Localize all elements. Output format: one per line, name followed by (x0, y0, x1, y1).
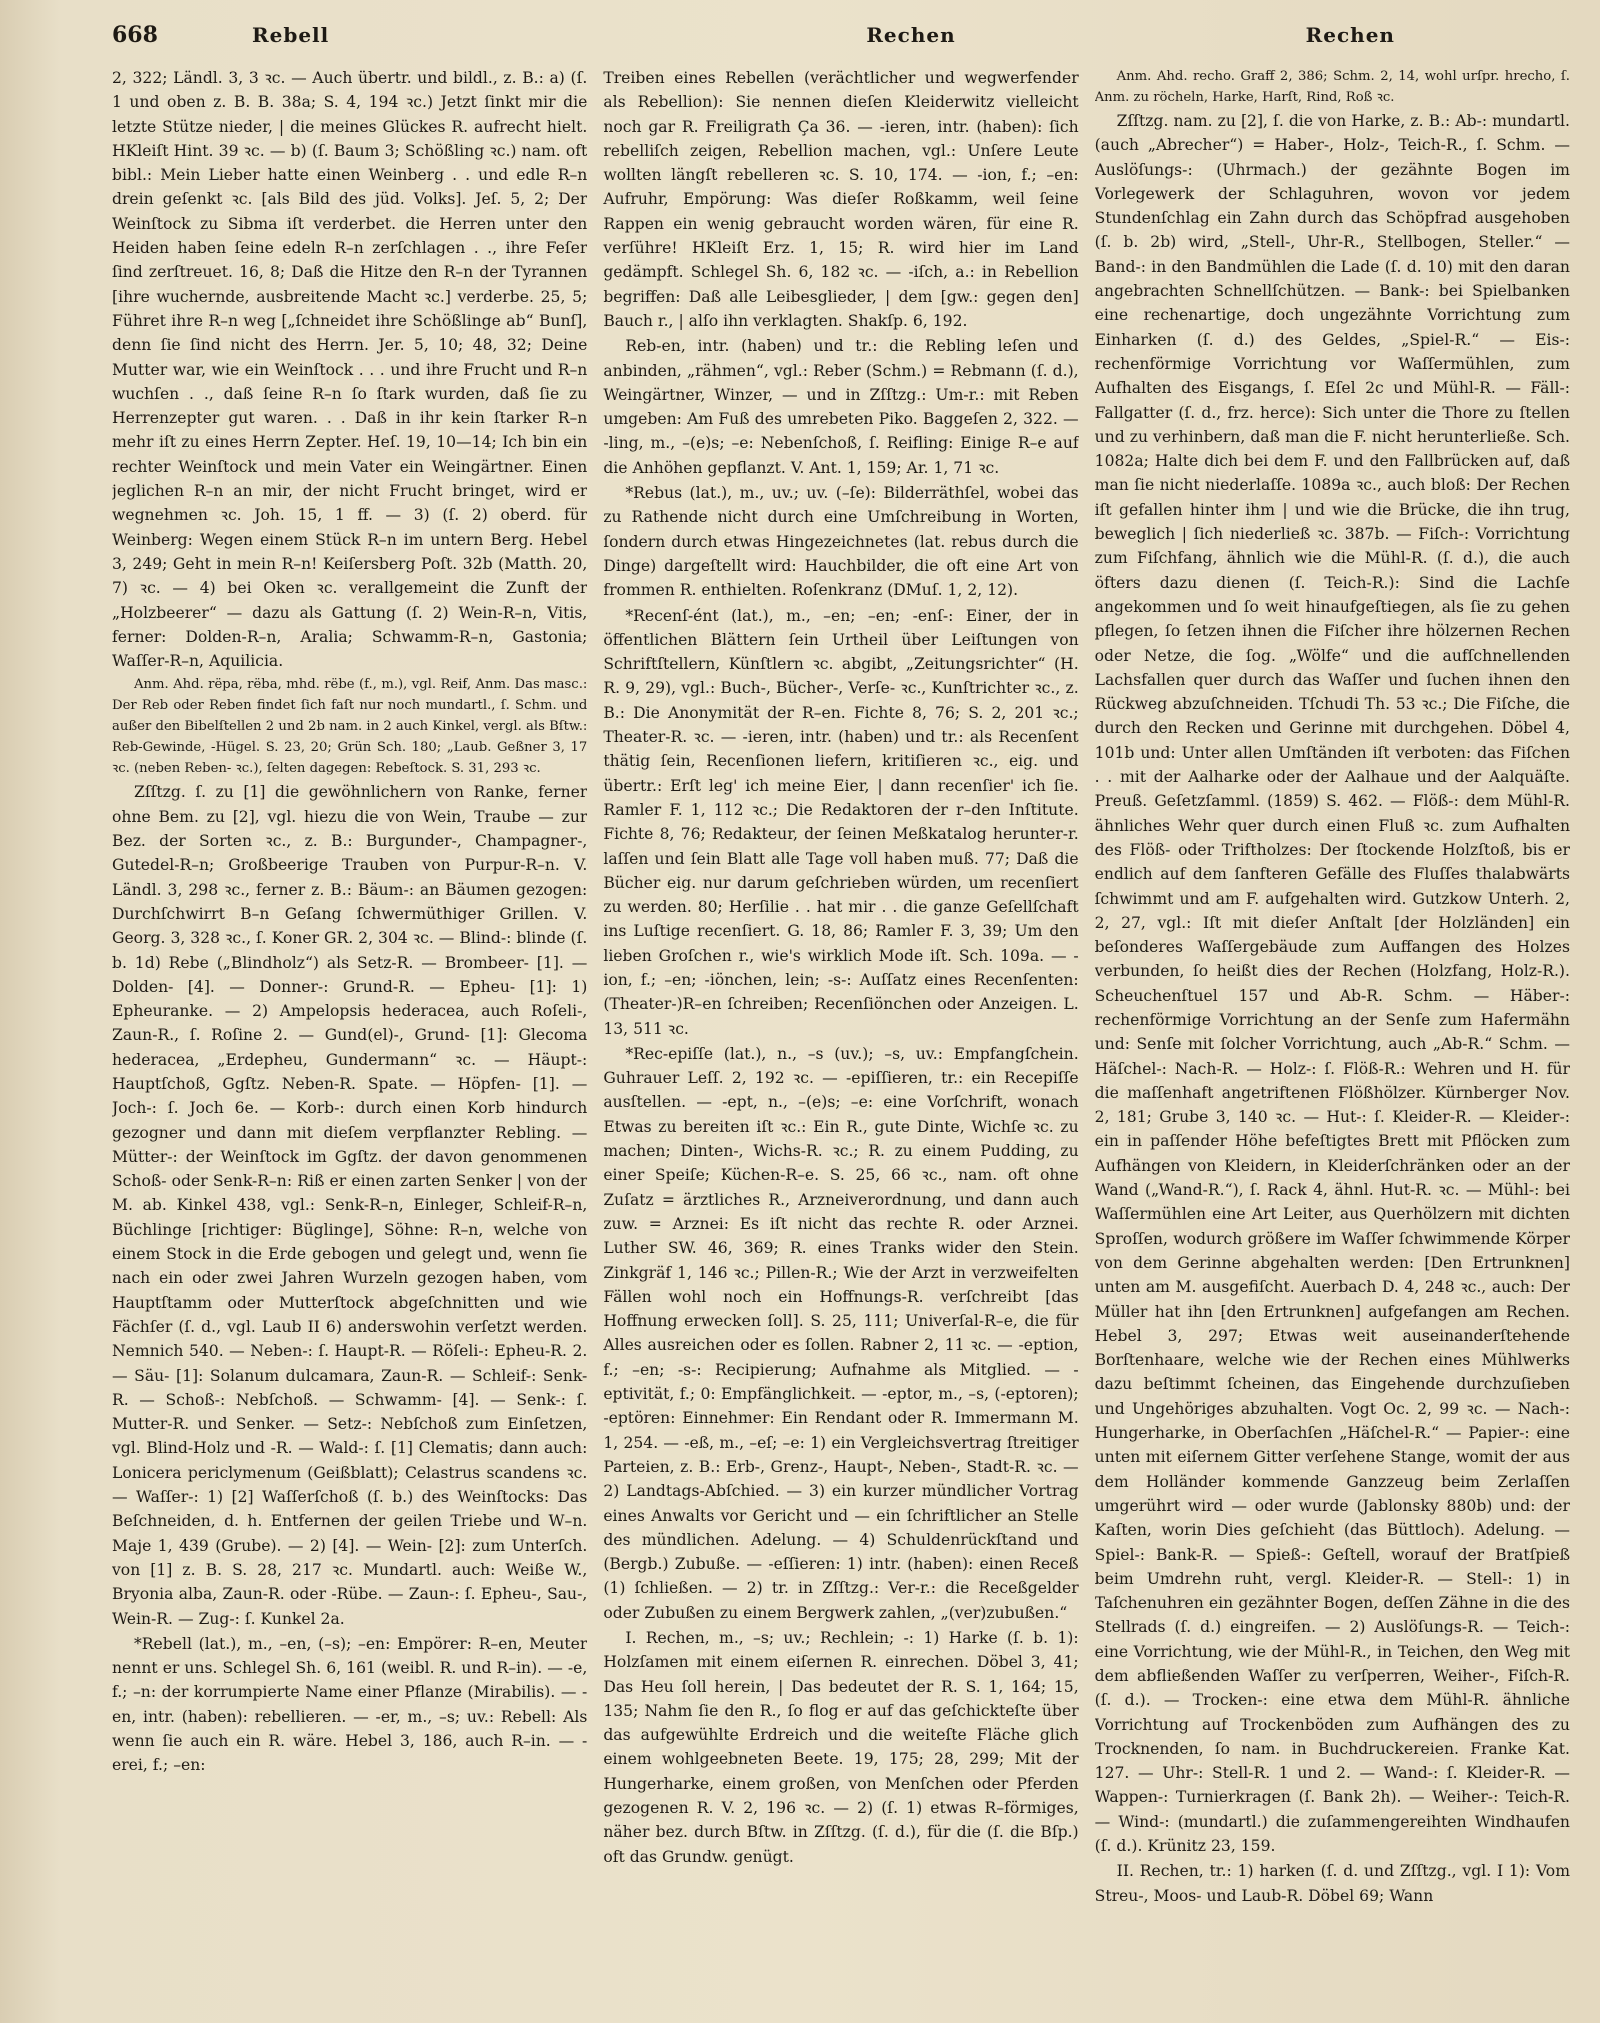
page-number: 668 (112, 22, 158, 48)
annotation-paragraph: Anm. Ahd. rëpa, rëba, mhd. rëbe (f., m.), vgl. Reif, Anm. Das masc.: Der Reb oder Reben findet ſich faſt nur noch mundartl., ſ. Schm. und außer den Bibelſtellen 2 und 2b nam. in 2 auch Kinkel, vergl. als Bſtw.: Reb-Gewinde, -Hügel. S. 23, 20; Grün Sch. 180; „Laub. Geßner 3, 17 ꝛc. (neben Reben- ꝛc.), ſelten dagegen: Rebeſtock. S. 31, 293 ꝛc. (112, 677, 588, 777)
head-word-left: Rebell (252, 23, 330, 47)
column-middle (603, 66, 1078, 1996)
entry-paragraph: Zſſtzg. nam. zu [2], ſ. die von Harke, z. B.: Ab-: mundartl. (auch „Abrecher“) = Haber-, Holz-, Teich-R., ſ. Schm. — Auslöſungs-: (Uhrmach.) der gezähnte Bogen im Vorlegewerk der Schlaguhren, wovon vor jedem Stundenſchlag ein Zahn durch das Schöpfrad ausgehoben (ſ. b. 2b) wird, „Stell-, Uhr-R., Stellbogen, Steller.“ — Band-: in den Bandmühlen die Lade (ſ. d. 10) mit den daran angebrachten Schnellſchützen. — Bank-: bei Spielbanken eine rechenartige, doch ungezähnte Vorrichtung zum Einharken (ſ. d.) des Geldes, „Spiel-R.“ — Eis-: rechenförmige Vorrichtung vor Waſſermühlen, zum Aufhalten des Eisgangs, ſ. Eſel 2c und Mühl-R. — Fäll-: Fallgatter (ſ. d., frz. herce): Sich unter die Thore zu ſtellen und zu verhinbern, daß man die F. nicht herunterließe. Sch. 1082a; Halte dich bei dem F. und den Fallbrücken auf, daß man ſie nicht niederlaſſe. 1089a ꝛc., auch bloß: Der Rechen iſt gefallen hinter ihm | und wie die Brücke, die ihn trug, beweglich | ſich niederließ ꝛc. 387b. — Fiſch-: Vorrichtung zum Fiſchfang, ähnlich wie die Mühl-R. (ſ. d.), die auch öfters dazu dienen (ſ. Teich-R.): Sind die Lachſe angekommen und ſo weit hinaufgeſtiegen, als ſie zu gehen pflegen, ſo ſetzen ihnen die Fiſcher ihre hölzernen Rechen oder Netze, die ſog. „Wölfe“ und die aufſchnellenden Lachsfallen quer durch das Waſſer und ſuchen ihnen den Rückweg abzuſchneiden. Tſchudi Th. 53 ꝛc.; Die Fiſche, die durch den Recken und Gerinne mit durchgehen. Döbel 4, 101b und: Unter allen Umſtänden iſt verboten: das Fiſchen . . mit der Aalharke oder der Aalhaue und der Aalquäſte. Preuß. Geſetzſamml. (1859) S. 462. — Flöß-: dem Mühl-R. ähnliches Wehr quer durch einen Fluß ꝛc. zum Aufhalten des Flöß- oder Triftholzes: Der ſtockende Holzſtoß, bis er endlich auf dem ſanfteren Gefälle des Fluſſes thalabwärts ſchwimmt und am F. aufgehalten wird. Gutzkow Unterh. 2, 2, 27, vgl.: Iſt mit dieſer Anſtalt [der Holzländen] ein beſonderes Waſſergebäude zum Auffangen des Holzes verbunden, ſo heißt dies der Rechen (Holzfang, Holz-R.). Scheuchenſtuel 157 und Ab-R. Schm. — Häber-: rechenförmige Vorrichtung an der Senſe zum Hafermähn und: Senſe mit ſolcher Vorrichtung, auch „Ab-R.“ Schm. — Häſchel-: Nach-R. — Holz-: ſ. Flöß-R.: Wehren und H. für die maſſenhaft angetriftenen Flößhölzer. Kürnberger Nov. 2, 181; Grube 3, 140 ꝛc. — Hut-: ſ. Kleider-R. — Kleider-: ein in paſſender Höhe befeſtigtes Brett mit Pflöcken zum Aufhängen von Kleidern, in Kleiderſchränken oder an der Wand („Wand-R.“), ſ. Rack 4, ähnl. Hut-R. ꝛc. — Mühl-: bei Waſſermühlen eine Art Leiter, aus Querhölzern mit dichten Sproſſen, wodurch größere im Waſſer ſchwimmende Körper von dem Gerinne abgehalten werden: [Den Ertrunknen] unten am M. ausgefiſcht. Auerbach D. 4, 248 ꝛc., auch: Der Müller hat ihn [den Ertrunknen] aufgefangen am Rechen. Hebel 3, 297; Etwas weit auseinanderſtehende Borſtenhaare, welche wie der Rechen eines Mühlwerks dazu beſtimmt ſcheinen, das Eingehende durchzuſieben und Ungehöriges abzuhalten. Vogt Oc. 2, 99 ꝛc. — Nach-: Hungerharke, in Oberſachſen „Häſchel-R.“ — Papier-: eine unten mit eiſernem Gitter verſehene Stange, womit der aus dem Holländer kommende Ganzzeug beim Zerlaſſen umgerührt wird — oder wurde (Jablonsky 880b) und: der Kaſten, worin Dies geſchieht (das Büttloch). Adelung. — Spiel-: Bank-R. — Spieß-: Geſtell, worauf der Bratſpieß beim Umdrehn ruht, vergl. Kleider-R. — Stell-: 1) in Taſchenuhren ein gezähnter Bogen, deſſen Zähne in die des Stellrads (ſ. d.) eingreifen. — 2) Auslöſungs-R. — Teich-: eine Vorrichtung, wie der Mühl-R., in Teichen, den Weg mit dem abfließenden Waſſer zu verſperren, Weiher-, Fiſch-R. (ſ. d.). — Trocken-: eine etwa dem Mühl-R. ähnliche Vorrichtung auf Trockenböden zum Aufhängen des zu Trocknenden, ſo nam. in Buchdruckereien. Franke Kat. 127. — Uhr-: Stell-R. 1 und 2. — Wand-: ſ. Kleider-R. — Wappen-: Turnierkragen (ſ. Bank 2h). — Weiher-: Teich-R. — Wind-: (mundartl.) die zuſammengereihten Windhaufen (ſ. d.). Krünitz 23, 159. (1094, 112, 1570, 1856)
entry-paragraph: Zſſtzg. ſ. zu [1] die gewöhnlichern von Ranke, ferner ohne Bem. zu [2], vgl. hiezu die von Wein, Traube — zur Bez. der Sorten ꝛc., z. B.: Burgunder-, Champagner-, Gutedel-R–n; Großbeerige Trauben von Purpur-R–n. V. Ländl. 3, 298 ꝛc., ferner z. B.: Bäum-: an Bäumen gezogen: Durchſchwirrt B–n Geſang ſchwermüthiger Grillen. V. Georg. 3, 328 ꝛc., ſ. Koner GR. 2, 304 ꝛc. — Blind-: blinde (ſ. b. 1d) Rebe („Blindholz“) als Setz-R. — Brombeer- [1]. — Dolden- [4]. — Donner-: Grund-R. — Epheu- [1]: 1) Epheuranke. — 2) Ampelopsis hederacea, auch Roſeli-, Zaun-R., ſ. Roſine 2. — Gund(el)-, Grund- [1]: Glecoma hederacea, „Erdepheu, Gundermann“ ꝛc. — Häupt-: Hauptſchoß, Ggſtz. Neben-R. Spate. — Höpfen- [1]. — Joch-: ſ. Joch 6e. — Korb-: durch einen Korb hindurch gezogner und dann mit dieſem verpflanzter Rebling. — Mütter-: der Weinſtock im Ggſtz. der davon genommenen Schoß- oder Senk-R–n: Riß er einen zarten Senker | von der M. ab. Kinkel 438, vgl.: Senk-R–n, Einleger, Schleif-R–n, Büchlinge [richtiger: Büglinge], Söhne: R–n, welche von einem Stock in die Erde gebogen und gelegt und, wenn ſie nach ein oder zwei Jahren Wurzeln gezogen haben, vom Hauptſtamm oder Mutterſtock abgeſchnitten und wie Fächſer (ſ. d., vgl. Laub II 6) anderswohin verſetzt werden. Nemnich 540. — Neben-: ſ. Haupt-R. — Röſeli-: Epheu-R. 2. — Säu- [1]: Solanum dulcamara, Zaun-R. — Schleif-: Senk-R. — Schoß-: Nebſchoß. — Schwamm- [4]. — Senk-: ſ. Mutter-R. und Senker. — Setz-: Nebſchoß zum Einſetzen, vgl. Blind-Holz und -R. — Wald-: ſ. [1] Clematis; dann auch: Lonicera periclymenum (Geißblatt); Celastrus scandens ꝛc. — Waſſer-: 1) [2] Waſſerſchoß (ſ. b.) des Weinſtocks: Das Beſchneiden, d. h. Entfernen der geilen Triebe und W–n. Maje 1, 439 (Grube). — 2) [4]. — Wein- [2]: zum Unterſch. von [1] z. B. S. 28, 217 ꝛc. Mundartl. auch: Weiße W., Bryonia alba, Zaun-R. oder -Rübe. — Zaun-: ſ. Epheu-, Sau-, Wein-R. — Zug-: ſ. Kunkel 2a. (112, 783, 588, 1628)
head-word-right: Rechen (1305, 23, 1395, 47)
text-paragraph: Treiben eines Rebellen (verächtlicher und wegwerfender als Rebellion): Sie nennen dieſen Kleiderwitz vielleicht noch gar R. Freiligrath Ça 36. — -ieren, intr. (haben): ſich rebelliſch zeigen, Rebellion machen, vgl.: Unſere Leute wollten längſt rebelleren ꝛc. S. 10, 174. — -ion, f.; –en: Aufruhr, Empörung: Was dieſer Roßkamm, weil ſeine Rappen ein wenig gebraucht worden wären, für eine R. verſühre! HKleiſt Erz. 1, 15; R. wird hier im Land gedämpft. Schlegel Sh. 6, 182 ꝛc. — -iſch, a.: in Rebellion begriffen: Daß alle Leibesglieder, | dem [gw.: gegen den] Bauch r., | alſo ihn verklagten. Shakſp. 6, 192. (603, 69, 1079, 330)
entry-paragraph: *Rec-epiſſe (lat.), n., –s (uv.); –s, uv.: Empfangſchein. Guhrauer Leſſ. 2, 192 ꝛc. — -epiſſieren, tr.: ein Recepiſſe ausſtellen. — -ept, n., –(e)s; –e: eine Vorſchrift, wonach Etwas zu bereiten iſt ꝛc.: Ein R., gute Dinte, Wichſe ꝛc. zu machen; Dinten-, Wichs-R. ꝛc.; R. zu einem Pudding, zu einer Speiſe; Küchen-R–e. S. 25, 66 ꝛc., nam. oft ohne Zuſatz = ärztliches R., Arzneiverordnung, und dann auch zuw. = Arznei: Es iſt nicht das rechte R. oder Arznei. Luther SW. 46, 369; R. eines Tranks wider den Stein. Zinkgräf 1, 146 ꝛc.; Pillen-R.; Wie der Arzt in verzweifelten Fällen wohl noch ein Hoffnungs-R. verſchreibt [das Hoffnung erwecken ſoll]. S. 25, 111; Univerſal-R–e, die für Alles ausreichen oder es ſollen. Rabner 2, 11 ꝛc. — -eption, f.; –en; -s-: Recipierung; Aufnahme als Mitglied. — -eptivität, f.; 0: Empfänglichkeit. — -eptor, m., –s, (-eptoren); -eptören: Einnehmer: Ein Rendant oder R. Immermann M. 1, 254. — -eß, m., –eſ; –e: 1) ein Vergleichsvertrag ſtreitiger Parteien, z. B.: Erb-, Grenz-, Haupt-, Neben-, Stadt-R. ꝛc. — 2) Landtags-Abſchied. — 3) ein kurzer mündlicher Vortrag eines Anwalts vor Gericht und — ein ſchriftlicher an Stelle des mündlichen. Adelung. — 4) Schuldenrückſtand und (Bergb.) Zubuße. — -eſſieren: 1) intr. (haben): einen Receß (1) ſchließen. — 2) tr. in Zſſtzg.: Ver-r.: die Receßgelder oder Zubußen zu einem Bergwerk zahlen, „(ver)zubußen.“ (603, 1044, 1079, 1622)
text-paragraph: 2, 322; Ländl. 3, 3 ꝛc. — Auch übertr. und bildl., z. B.: a) (ſ. 1 und oben z. B. B. 38a; S. 4, 194 ꝛc.) Jetzt ſinkt mir die letzte Stütze nieder, | die meines Glückes R. aufrecht hielt. HKleiſt Hint. 39 ꝛc. — b) (ſ. Baum 3; Schößling ꝛc.) nam. oft bibl.: Mein Lieber hatte einen Weinberg . . und edle R–n drein geſenkt ꝛc. [als Bild des jüd. Volks]. Jeſ. 5, 2; Der Weinſtock zu Sibma iſt verderbet. die Herren unter den Heiden haben ſeine edeln R–n zerſchlagen . ., ihre Feſer ſind zerſtreuet. 16, 8; Daß die Hitze den R–n der Tyrannen [ihre wuchernde, ausbreitende Macht ꝛc.] verderbe. 25, 5; Führet ihre R–n weg [„ſchneidet ihre Schößlinge ab“ Bunſ], denn ſie ſind nicht des Herrn. Jer. 5, 10; 48, 32; Deine Mutter war, wie ein Weinſtock . . . und ihre Frucht und R–n wuchſen . ., daß ſeine R–n ſo ſtark wurden, daß ſie zu Herrenzepter gut waren. . . Daß in ihr kein ſtarker R–n mehr iſt zu eines Herrn Zepter. Heſ. 19, 10—14; Ich bin ein rechter Weinſtock und mein Vater ein Weingärtner. Einen jeglichen R–n an mir, der nicht Frucht bringet, wird er wegnehmen ꝛc. Joh. 15, 1 ff. — 3) (ſ. 2) oberd. für Weinberg: Wegen einem Stück R–n im untern Berg. Hebel 3, 249; Geht in mein R–n! Keiſersberg Poſt. 32b (Matth. 20, 7) ꝛc. — 4) bei Oken ꝛc. verallgemeint die Zunft der „Holzbeerer“ — dazu als Gattung (ſ. 2) Wein-R–n, Vitis, ferner: Dolden-R–n, Aralia; Schwamm-R–n, Gastonia; Waſſer-R–n, Aquilicia. (112, 69, 588, 671)
entry-paragraph: Reb-en, intr. (haben) und tr.: die Rebling leſen und anbinden, „rähmen“, vgl.: Reber (Schm.) = Rebmann (ſ. d.), Weingärtner, Winzer, — und in Zſſtzg.: Um-r.: mit Reben umgeben: Am Fuß des umrebeten Piko. Baggeſen 2, 322. — -ling, m., –(e)s; –e: Nebenſchoß, ſ. Reifling: Einige R–e auf die Anhöhen gepflanzt. V. Ant. 1, 159; Ar. 1, 71 ꝛc. (603, 337, 1079, 477)
column-right (1095, 66, 1570, 1996)
running-header (112, 22, 1570, 66)
entry-paragraph: I. Rechen, m., –s; uv.; Rechlein; -: 1) Harke (ſ. b. 1): Holzſamen mit einem eiſernen R. einrechen. Döbel 3, 41; Das Heu ſoll herein, | Das bedeutet der R. S. 1, 164; 15, 135; Nahm ſie den R., ſo flog er auf das geſchickteſte über das aufgewühlte Erdreich und die weiteſte Fläche glich einem wohlgeebneten Beete. 19, 175; 28, 299; Mit der Hungerharke, einem großen, von Menſchen oder Pferden gezogenen R. V. 2, 196 ꝛc. — 2) (ſ. 1) etwas R–förmiges, näher bez. durch Bſtw. in Zſſtzg. (ſ. d.), für die (ſ. die Bſp.) oft das Grundw. genügt. (603, 1629, 1079, 1866)
text-columns (112, 66, 1570, 1996)
entry-paragraph: *Rebus (lat.), m., uv.; uv. (–ſe): Bilderräthſel, wobei das zu Rathende nicht durch eine Umſchreibung in Worten, ſondern durch etwas Hingezeichnetes (lat. rebus durch die Dinge) dargeſtellt wird: Hauchbilder, die oft eine Art von frommen R. enthielten. Roſenkranz (DMuſ. 1, 2, 12). (603, 484, 1079, 600)
annotation-paragraph: Anm. Ahd. recho. Graff 2, 386; Schm. 2, 14, wohl urſpr. hrecho, ſ. Anm. zu röcheln, Harke, Harſt, Rind, Roß ꝛc. (1094, 69, 1570, 105)
column-left (112, 66, 587, 1996)
head-word-center: Rechen (866, 23, 956, 47)
entry-paragraph: II. Rechen, tr.: 1) harken (ſ. d. und Zſſtzg., vgl. I 1): Vom Streu-, Moos- und Laub-R. Döbel 69; Wann (1094, 1862, 1570, 1905)
entry-paragraph: *Recenſ-ént (lat.), m., –en; –en; -enſ-: Einer, der in öffentlichen Blättern ſein Urtheil über Leiſtungen von Schriftſtellern, Künſtlern ꝛc. abgibt, „Zeitungsrichter“ (H. R. 9, 29), vgl.: Buch-, Bücher-, Verſe- ꝛc., Kunſtrichter ꝛc., z. B.: Die Anonymität der R–en. Fichte 8, 76; S. 2, 201 ꝛc.; Theater-R. ꝛc. — -ieren, intr. (haben) und tr.: als Recenſent thätig ſein, Recenſionen liefern, kritiſieren ꝛc., eig. und übertr.: Erſt leg' ich meine Eier, | dann recenſier' ich ſie. Ramler F. 1, 112 ꝛc.; Die Redaktoren der r–den Inſtitute. Fichte 8, 76; Redakteur, der ſeinen Meßkatalog herunter-r. laſſen und ſein Blatt alle Tage voll haben muß. 77; Daß die Bücher eig. nur darum geſchrieben würden, um recenſiert zu werden. 80; Herſilie . . hat mir . . die ganze Geſellſchaft ins Luſtige recenſiert. G. 18, 86; Ramler F. 3, 39; Um den lieben Groſchen r., wie's wirklich Mode iſt. Sch. 109a. — -ion, f.; –en; -iönchen, lein; -s-: Auſſatz eines Recenſenten: (Theater-)R–en ſchreiben; Recenſiönchen oder Anzeigen. L. 13, 511 ꝛc. (603, 606, 1079, 1038)
entry-paragraph: *Rebell (lat.), m., –en, (–s); –en: Empörer: R–en, Meuter nennt er uns. Schlegel Sh. 6, 161 (weibl. R. und R–in). — -e, f.; –n: der korrumpierte Name einer Pflanze (Mirabilis). — -en, intr. (haben): rebellieren. — -er, m., –s; uv.: Rebell: Als wenn ſie auch ein R. wäre. Hebel 3, 186, auch R–in. — -erei, f.; –en: (112, 1634, 588, 1775)
